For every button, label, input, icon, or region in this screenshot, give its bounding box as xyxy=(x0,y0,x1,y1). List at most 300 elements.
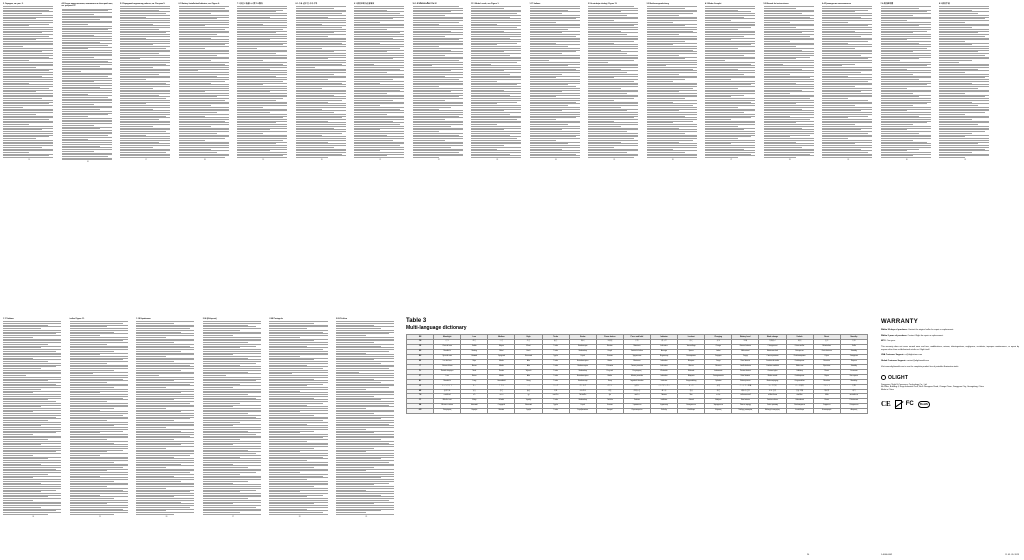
instruction-column xyxy=(234,0,293,312)
global-support xyxy=(881,360,1019,363)
cell: モード変更 xyxy=(759,384,786,389)
cell: 充电 xyxy=(705,340,732,345)
cell: 길게 누름 xyxy=(623,389,650,394)
footer-codes xyxy=(881,554,1019,556)
page-number: 25 xyxy=(99,516,101,518)
cell: バッテリー残量 xyxy=(732,384,759,389)
warranty-title: WARRANTY xyxy=(881,319,919,325)
instruction-column xyxy=(468,0,527,312)
page-number: 17 xyxy=(145,160,148,162)
cell: Ένδειξη xyxy=(650,409,677,414)
warranty-mcc-text: One year. xyxy=(886,340,896,343)
cell: ロー xyxy=(461,384,488,389)
cell: Tenere premuto xyxy=(623,364,650,369)
cell: 長押し xyxy=(623,384,650,389)
column-heading: 8.1 사용 설명 및 주의 사항 xyxy=(295,3,318,5)
language-heading: 1.18 Українська xyxy=(136,318,151,320)
language-heading: 2.09 Čeština xyxy=(335,318,348,320)
cell: Vysoký xyxy=(515,399,542,404)
cell: Рівень заряду xyxy=(732,404,759,409)
header-cell: Moonlight xyxy=(434,335,461,340)
table3-title: Table 3 xyxy=(406,318,427,324)
row-language-code: GR xyxy=(407,409,434,414)
usa-support-email[interactable]: cs@olightstore.com xyxy=(904,354,923,357)
row-language-code: DE xyxy=(407,349,434,354)
cell: ต่ำ xyxy=(461,394,488,399)
cell: Сброс xyxy=(813,354,840,359)
cell: 모드 변경 xyxy=(759,389,786,394)
column-heading: 10.1 คำเตือนและข้อควรระวัง xyxy=(412,3,437,5)
cell: Σεληνόφως xyxy=(434,409,461,414)
cell: Basso xyxy=(461,364,488,369)
cell: Turbo xyxy=(542,364,569,369)
page-number: 16 xyxy=(86,162,89,164)
page-number: 15 xyxy=(28,160,31,162)
cell: Turbo xyxy=(542,399,569,404)
warranty-2-years-text: Contact Olight for repair or replacement. xyxy=(907,334,944,337)
cell: Laden xyxy=(705,349,732,354)
cell: Indicator xyxy=(650,379,677,384)
usa-support-label: USA Customer Support: xyxy=(881,354,904,357)
cell: Скидання xyxy=(813,404,840,409)
language-heading: 2.06 (Ελληνικά) xyxy=(202,318,217,320)
cell: Reiniciar xyxy=(813,359,840,364)
page-number: 26 xyxy=(671,160,674,162)
cell: 문라이트 xyxy=(434,389,461,394)
warranty-mcc-label: MCC: xyxy=(881,340,887,343)
warranty-30-days-text: Contact the original seller for repair or replacement. xyxy=(908,329,954,331)
header-cell: Power button xyxy=(596,335,623,340)
olight-mark-icon xyxy=(881,375,886,380)
cell: Niedrig xyxy=(461,349,488,354)
cell: Высокий xyxy=(515,354,542,359)
body-text xyxy=(237,6,290,158)
cell: Gedrückt halten xyxy=(623,349,650,354)
cell: 충전 xyxy=(705,389,732,394)
cell: Standby xyxy=(840,364,867,369)
ce-mark-icon: CE xyxy=(881,400,891,409)
body-text xyxy=(120,6,173,158)
row-language-code: TH xyxy=(407,394,434,399)
cell: 낮음 xyxy=(461,389,488,394)
page-number: 28 xyxy=(298,516,301,518)
cell: Zurücksetzen xyxy=(813,349,840,354)
cell: Alto xyxy=(515,374,542,379)
body-text xyxy=(62,9,115,161)
cell: Laag xyxy=(461,379,488,384)
cell: Stav baterie xyxy=(732,399,759,404)
page-number: 22 xyxy=(437,160,440,162)
cell: Κλείδωμα xyxy=(678,409,705,414)
body-text xyxy=(296,6,349,158)
column-heading: 1.17 Italiano xyxy=(529,3,541,5)
cell: Botón xyxy=(596,359,623,364)
cell: Στάθμη μπαταρίας xyxy=(732,409,759,414)
language-heading: indice Figura 11. xyxy=(69,318,85,320)
warranty-mcc xyxy=(881,340,1019,343)
warranty-30-days-label: Within 30 days of purchase: xyxy=(881,329,908,331)
cell: Stroboskop xyxy=(569,369,596,374)
cell: Αναμονή xyxy=(840,409,867,414)
cell: Индикатор xyxy=(650,354,677,359)
cell: Moduswechsel xyxy=(759,349,786,354)
cell: Stroboskop xyxy=(569,399,596,404)
cell: 스트로브 xyxy=(569,389,596,394)
body-text xyxy=(3,6,56,158)
cell: Akkustand xyxy=(732,349,759,354)
cell: ロック解除 xyxy=(786,384,813,389)
language-sections xyxy=(0,315,400,560)
cell: Botão xyxy=(596,374,623,379)
language-section xyxy=(67,315,134,560)
cell: Carregamento xyxy=(705,374,732,379)
cell: Reposo xyxy=(840,359,867,364)
cell: 锁定 xyxy=(678,340,705,345)
cell: Resetten xyxy=(813,379,840,384)
cell: Mudar modo xyxy=(759,374,786,379)
body-text xyxy=(588,6,641,158)
cell: Charge xyxy=(705,344,732,349)
cell: 电源键 xyxy=(596,340,623,345)
cell: ไฟแสดง xyxy=(650,394,677,399)
cell: Turbo xyxy=(542,344,569,349)
cell: Ricarica xyxy=(705,364,732,369)
cell: Turbo xyxy=(542,359,569,364)
cell: Luar xyxy=(434,374,461,379)
cell: Opladen xyxy=(705,379,732,384)
warranty-2-years xyxy=(881,335,1019,338)
cell: 버튼 xyxy=(596,389,623,394)
cell: Indicatore xyxy=(650,364,677,369)
page-number: 26 xyxy=(165,516,168,518)
cell: Desbloquear xyxy=(786,359,813,364)
row-language-code: NL xyxy=(407,379,434,384)
warranty-30-days xyxy=(881,329,1019,332)
cell: Em espera xyxy=(840,374,867,379)
column-heading: 8.3 使用手冊 xyxy=(939,3,950,5)
header-cell: Battery level xyxy=(732,335,759,340)
cell: 待机 xyxy=(840,340,867,345)
instruction-column xyxy=(644,0,703,312)
cell: Турбо xyxy=(542,354,569,359)
cell: Stroboskop xyxy=(569,349,596,354)
cell: 爆闪 xyxy=(569,340,596,345)
header-cell: EN xyxy=(407,335,434,340)
cell: Vergrendeling xyxy=(678,379,705,384)
cell: Επαναφορά xyxy=(813,409,840,414)
instruction-column xyxy=(410,0,469,312)
body-text xyxy=(530,6,583,158)
body-text xyxy=(705,6,758,158)
header-cell: Turbo xyxy=(542,335,569,340)
cell: ชาร์จ xyxy=(705,394,732,399)
instruction-column xyxy=(527,0,586,312)
website-note[interactable]: Visit www.olightworld.com to see the complete product line of portable illumination tools. xyxy=(881,365,959,368)
cell: Φόρτιση xyxy=(705,409,732,414)
warranty-2-years-label: Within 2 years of purchase: xyxy=(881,334,908,337)
cell: Estroboscópico xyxy=(569,374,596,379)
cell: Anzeige xyxy=(650,349,677,354)
cell: Nabíjení xyxy=(705,399,732,404)
cell: ระดับแบตเตอรี่ xyxy=(732,394,759,399)
cell: สูง xyxy=(515,394,542,399)
column-heading: 11.1 Mode Levels, see Figure 1. xyxy=(471,3,500,5)
cell: Ξεκλείδωμα xyxy=(786,409,813,414)
cell: Knopf xyxy=(596,349,623,354)
header-cell: Unlock xyxy=(786,335,813,340)
cell: Stand-by xyxy=(840,379,867,384)
cell: Stroboscoop xyxy=(569,379,596,384)
cell: Standby xyxy=(840,349,867,354)
global-support-email[interactable]: contact@olightworld.com xyxy=(906,360,929,363)
cell: Низкий xyxy=(461,354,488,359)
cell: 재설정 xyxy=(813,389,840,394)
cell: Niski xyxy=(461,369,488,374)
cell: Υψηλό xyxy=(515,409,542,414)
row-language-code: CZ xyxy=(407,399,434,404)
cell: Alto xyxy=(515,359,542,364)
cell: インジケーター xyxy=(650,384,677,389)
column-heading: 2.5 Instrukcja obsługi, Figure 11. xyxy=(588,3,618,5)
page-number: 28 xyxy=(788,160,791,162)
header-cell: Reset xyxy=(813,335,840,340)
table-page-number: 24 xyxy=(807,554,810,556)
cell: 잠금 xyxy=(678,389,705,394)
cell: Розблокувати xyxy=(786,404,813,409)
language-section xyxy=(0,315,67,560)
page-number: 25 xyxy=(613,160,616,162)
cell: Смена режима xyxy=(759,354,786,359)
cell: Pohotovost xyxy=(840,399,867,404)
cell: Bloqueio xyxy=(678,374,705,379)
cell: Ładowanie xyxy=(705,369,732,374)
cell: Desbloquear xyxy=(786,374,813,379)
cell: Moduswijziging xyxy=(759,379,786,384)
row-language-code: FR xyxy=(407,344,434,349)
cell: Заряд xyxy=(732,354,759,359)
cell: Високий xyxy=(515,404,542,409)
cell: Кнопка xyxy=(596,404,623,409)
cell: Medio xyxy=(488,364,515,369)
cell: Déverrouiller xyxy=(786,344,813,349)
cell: Luz de luna xyxy=(434,359,461,364)
row-language-code: PT xyxy=(407,374,434,379)
cell: Nível bateria xyxy=(732,374,759,379)
column-heading: 9.1 使用说明与注意事项 xyxy=(354,3,375,5)
cell: Середній xyxy=(488,404,515,409)
column-heading: 2. Зарядка, см. рис. 3. xyxy=(3,3,24,5)
cell: Élevé xyxy=(515,344,542,349)
cell: Hoch xyxy=(515,349,542,354)
cell: Mittel xyxy=(488,349,515,354)
cell: Удержание xyxy=(623,354,650,359)
cell: Veille xyxy=(840,344,867,349)
cell: เทอร์โบ xyxy=(542,394,569,399)
body-text xyxy=(647,6,700,158)
certification-marks xyxy=(881,400,1019,409)
header-cell: Charging xyxy=(705,335,732,340)
header-cell: Lockout xyxy=(678,335,705,340)
cell: Blokada xyxy=(678,369,705,374)
cell: Manter premido xyxy=(623,374,650,379)
cell: Блокування xyxy=(678,404,705,409)
cell: Bajo xyxy=(461,359,488,364)
cell: 표시등 xyxy=(650,389,677,394)
cell: Światło księżyca xyxy=(434,369,461,374)
header-cell: Mode change xyxy=(759,335,786,340)
cell: Блокировка xyxy=(678,354,705,359)
cell: เปลี่ยนโหมด xyxy=(759,394,786,399)
body-text xyxy=(764,6,817,158)
cell: ミドル xyxy=(488,384,515,389)
cell: Κουμπί xyxy=(596,409,623,414)
cell: Verrouillage xyxy=(678,344,705,349)
cell: Średni xyxy=(488,369,515,374)
cell: Утримання xyxy=(623,404,650,409)
column-heading: 4.3 Mode d'emploi xyxy=(705,3,722,5)
cell: Παρατεταμένο xyxy=(623,409,650,414)
instruction-column xyxy=(819,0,878,312)
body-text xyxy=(269,321,330,514)
header-cell: Indicator xyxy=(650,335,677,340)
cell: Indicador xyxy=(650,359,677,364)
cell: Changement xyxy=(759,344,786,349)
cell: Indicador xyxy=(650,374,677,379)
body-text xyxy=(939,6,992,158)
header-cell: High xyxy=(515,335,542,340)
cell: Ontgrendelen xyxy=(786,379,813,384)
language-section xyxy=(266,315,333,560)
page-number: 29 xyxy=(847,160,850,162)
language-section xyxy=(333,315,400,560)
cell: Mantener xyxy=(623,359,650,364)
cell: Nízký xyxy=(461,399,488,404)
cell: Nivel batería xyxy=(732,359,759,364)
header-cell: Press and hold xyxy=(623,335,650,340)
page-number: 27 xyxy=(730,160,733,162)
cell: Χαμηλό xyxy=(461,409,488,414)
row-language-code: KR xyxy=(407,389,434,394)
column-heading: 7.6 使用說明書 xyxy=(880,3,894,5)
cell: Строб xyxy=(569,404,596,409)
cell: Stroboscope xyxy=(569,344,596,349)
table3-section xyxy=(402,315,872,560)
cell: 极亮 xyxy=(542,340,569,345)
column-heading: 5.2 Зарядный индикатор работы, см. Рисунок 5. xyxy=(120,3,166,5)
page-number: 19 xyxy=(262,160,265,162)
cell: 중간 xyxy=(488,389,515,394)
warranty-exclusions: This warranty does not cover normal wear and tear, modifications, misuse, disintegrations, negligence, accidents, improper maintenance, or repair by anyone other than an Authorised retailer or Olight itself. xyxy=(881,346,1019,351)
cell: กลาง xyxy=(488,394,515,399)
instruction-column xyxy=(59,0,118,312)
cell: Faible xyxy=(461,344,488,349)
cell: Maanlicht xyxy=(434,379,461,384)
page-number: 23 xyxy=(496,160,499,162)
cell: 切换模式 xyxy=(759,340,786,345)
cell: 指示灯 xyxy=(650,340,677,345)
cell: Очікування xyxy=(840,404,867,409)
made-in: Made in China xyxy=(881,388,894,391)
cell: Mondlicht xyxy=(434,349,461,354)
cell: 잠금 해제 xyxy=(786,389,813,394)
body-text xyxy=(136,321,197,514)
cell: Odemknout xyxy=(786,399,813,404)
column-heading: 5.9 Manual de instrucciones xyxy=(763,3,789,5)
header-cell: Standby xyxy=(840,335,867,340)
document-code: 1.4000.0602 xyxy=(881,554,893,556)
cell: Місячне світло xyxy=(434,404,461,409)
cell: Ingedrukt houden xyxy=(623,379,650,384)
cell: Zmiana trybu xyxy=(759,369,786,374)
cell: Μεσαίο xyxy=(488,409,515,414)
cell: リセット xyxy=(813,384,840,389)
cell: Réinitialiser xyxy=(813,344,840,349)
olight-logo xyxy=(881,375,1019,381)
cell: Indikátor xyxy=(650,399,677,404)
cell: Blocco xyxy=(678,364,705,369)
cell: Wysoki xyxy=(515,369,542,374)
cell: Turbo xyxy=(542,409,569,414)
multilanguage-dictionary-table xyxy=(406,334,868,414)
cell: Změna režimu xyxy=(759,399,786,404)
cell: 月光 xyxy=(434,340,461,345)
cell: Ожидание xyxy=(840,354,867,359)
cell: 充電 xyxy=(705,384,732,389)
cell: ล็อก xyxy=(678,394,705,399)
cell: Batterijniveau xyxy=(732,379,759,384)
row-language-code: ES xyxy=(407,359,434,364)
instruction-column xyxy=(585,0,644,312)
body-text xyxy=(203,321,264,514)
cell: สแตนด์บาย xyxy=(840,394,867,399)
cell: Hoog xyxy=(515,379,542,384)
cell: Зміна режиму xyxy=(759,404,786,409)
cell: 中亮 xyxy=(488,340,515,345)
cell: 배터리 잔량 xyxy=(732,389,759,394)
cell: Wskaźnik xyxy=(650,369,677,374)
cell: Pulsante xyxy=(596,364,623,369)
cell: Przycisk xyxy=(596,369,623,374)
cell: Bloqueo xyxy=(678,359,705,364)
table-body xyxy=(407,340,868,414)
cell: 대기 xyxy=(840,389,867,394)
cell: Ripristino xyxy=(813,364,840,369)
page-number: 18 xyxy=(203,160,206,162)
cell: Turbo xyxy=(542,369,569,374)
page-number: 30 xyxy=(905,160,908,162)
cell: ボタン xyxy=(596,384,623,389)
column-heading: 4.2 Когда заряд включен, выключатель быстрый свет, см. рисунок 12. xyxy=(61,3,113,8)
cell: 低亮 xyxy=(461,340,488,345)
cell: Зарядка xyxy=(705,354,732,359)
language-section xyxy=(200,315,267,560)
cell: 复位 xyxy=(813,340,840,345)
table3-subtitle: Multi-language dictionary xyxy=(406,325,467,331)
page-number: 21 xyxy=(379,160,382,162)
instruction-column xyxy=(176,0,235,312)
cell: Низький xyxy=(461,404,488,409)
row-language-code: RU xyxy=(407,354,434,359)
cell: 높음 xyxy=(515,389,542,394)
rohs-mark-icon: RoHS xyxy=(919,402,928,407)
cell: Turbo xyxy=(542,379,569,384)
language-heading: 1.17 Italiano xyxy=(3,318,14,320)
body-text xyxy=(354,6,407,158)
body-text xyxy=(413,6,466,158)
cell: Gemiddeld xyxy=(488,379,515,384)
row-language-code: JP xyxy=(407,384,434,389)
cell: Moyen xyxy=(488,344,515,349)
